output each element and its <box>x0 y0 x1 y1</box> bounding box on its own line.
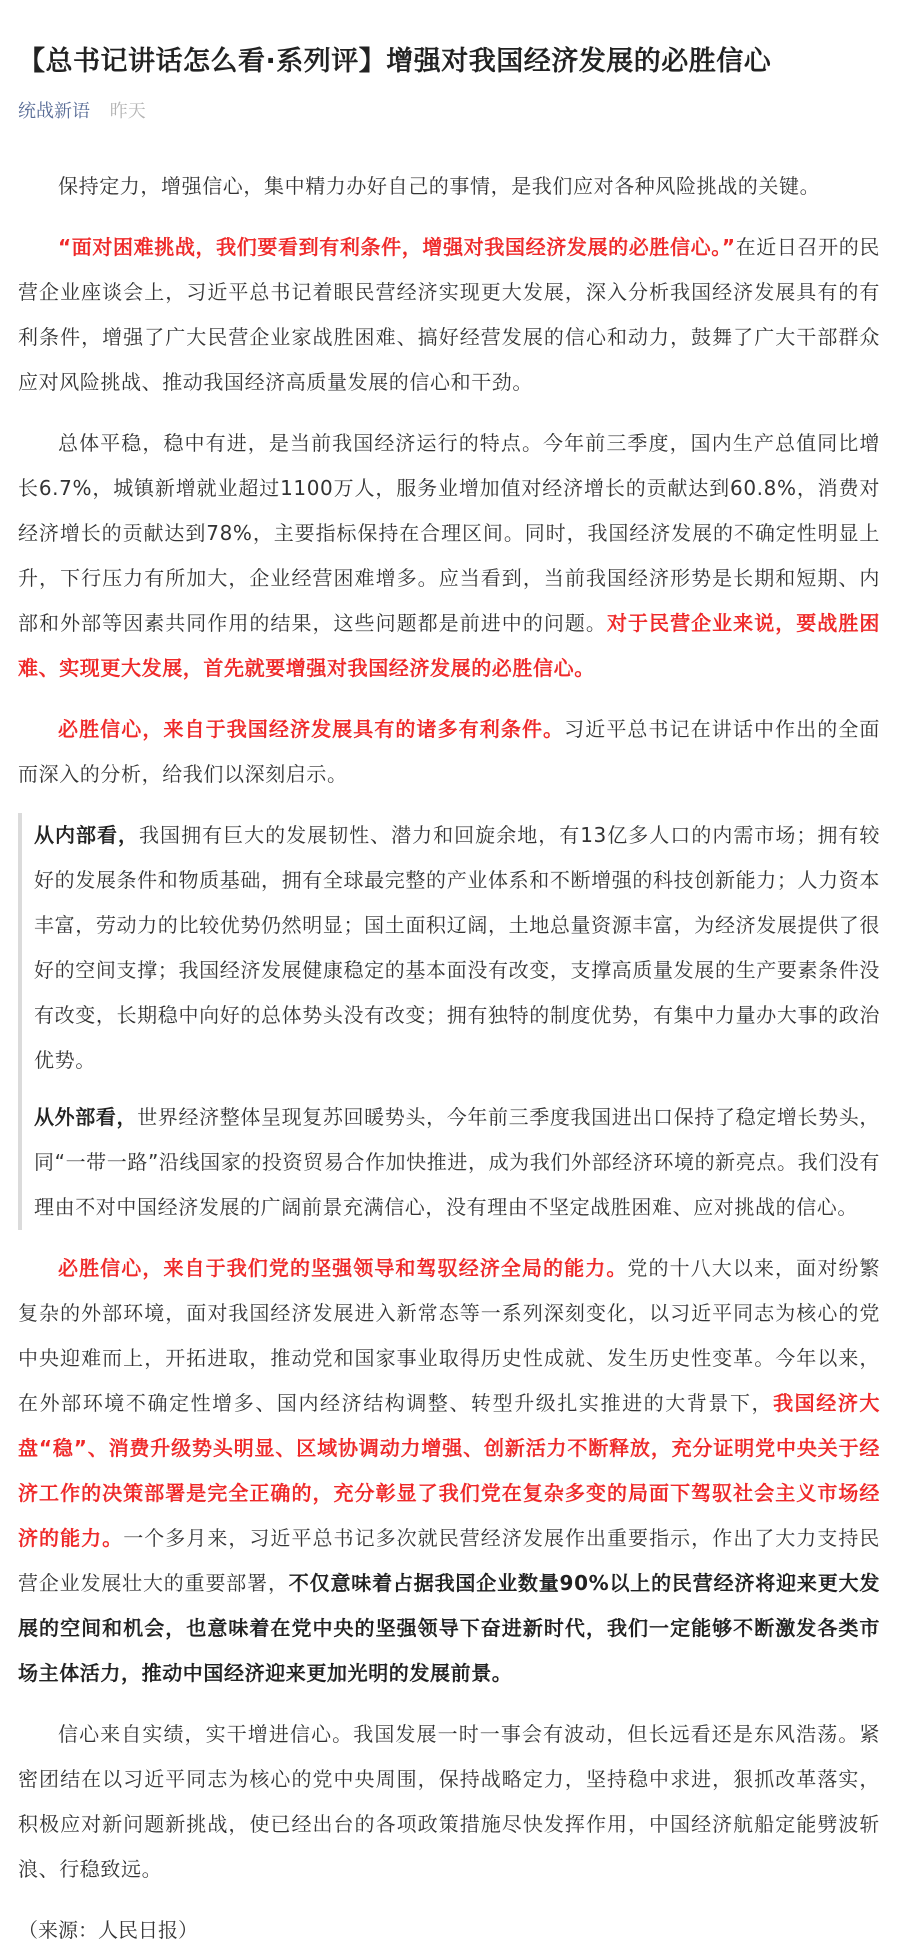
paragraph-5-highlight-2: 我国经济大盘“稳”、消费升级势头明显、区域协调动力增强、创新活力不断释放，充分证明党中央关于经济工作的决策部署是完全正确的，充分彰显了我们党在复杂多变的局面下驾驭社会主义市场经济的能力。 <box>18 1391 881 1550</box>
paragraph-5-bold: 不仅意味着占据我国企业数量90%以上的民营经济将迎来更大发展的空间和机会，也意味着在党中央的坚强领导下奋进新时代，我们一定能够不断激发各类市场主体活力，推动中国经济迎来更加光明的发展前景。 <box>18 1571 880 1685</box>
article-source: （来源：人民日报） <box>18 1918 198 1942</box>
paragraph-4-text: 习近平总书记在讲话中作出的全面而深入的分析，给我们以深刻启示。 <box>18 717 881 786</box>
article-meta <box>18 100 880 124</box>
paragraph-5-text-2: 一个多月来，习近平总书记多次就民营经济发展作出重要指示，作出了大力支持民营企业发展壮大的重要部署， <box>18 1526 881 1595</box>
account-name-link[interactable]: 统战新语 <box>18 101 90 122</box>
paragraph-5-highlight-1: 必胜信心，来自于我们党的坚强领导和驾驭经济全局的能力。 <box>58 1256 628 1280</box>
paragraph-5 <box>18 1246 880 1696</box>
paragraph-3-highlight: 对于民营企业来说，要战胜困难、实现更大发展，首先就要增强对我国经济发展的必胜信心。 <box>18 611 880 680</box>
blockquote <box>18 813 880 1230</box>
paragraph-1: 保持定力，增强信心，集中精力办好自己的事情，是我们应对各种风险挑战的关键。 <box>58 174 821 198</box>
quote-internal-text: 我国拥有巨大的发展韧性、潜力和回旋余地，有13亿多人口的内需市场；拥有较好的发展条件和物质基础，拥有全球最完整的产业体系和不断增强的科技创新能力；人力资本丰富，劳动力的比较优势仍然明显；国土面积辽阔，土地总量资源丰富，为经济发展提供了很好的空间支撑；我国经济发展健康稳定的基本面没有改变，支撑高质量发展的生产要素条件没有改变，长期稳中向好的总体势头没有改变；拥有独特的制度优势，有集中力量办大事的政治优势。 <box>34 823 880 1072</box>
quote-external-text: 世界经济整体呈现复苏回暖势头，今年前三季度我国进出口保持了稳定增长势头，同“一带一路”沿线国家的投资贸易合作加快推进，成为我们外部经济环境的新亮点。我们没有理由不对中国经济发展的广阔前景充满信心，没有理由不坚定战胜困难、应对挑战的信心。 <box>34 1105 881 1219</box>
paragraph-3 <box>18 421 880 691</box>
paragraph-4-highlight: 必胜信心，来自于我国经济发展具有的诸多有利条件。 <box>58 717 565 741</box>
highlight-quote: “面对困难挑战，我们要看到有利条件，增强对我国经济发展的必胜信心。” <box>58 235 736 259</box>
paragraph-5-text-1: 党的十八大以来，面对纷繁复杂的外部环境，面对我国经济发展进入新常态等一系列深刻变化，以习近平同志为核心的党中央迎难而上，开拓进取，推动党和国家事业取得历史性成就、发生历史性变革。今年以来，在外部环境不确定性增多、国内经济结构调整、转型升级扎实推进的大背景下， <box>18 1256 881 1415</box>
quote-external <box>34 1095 880 1230</box>
quote-internal-lead: 从内部看， <box>34 823 140 847</box>
quote-internal <box>34 813 880 1083</box>
paragraph-2-text: 在近日召开的民营企业座谈会上，习近平总书记着眼民营经济实现更大发展，深入分析我国经济发展具有的有利条件，增强了广大民营企业家战胜困难、搞好经营发展的信心和动力，鼓舞了广大干部群众应对风险挑战、推动我国经济高质量发展的信心和干劲。 <box>18 235 880 394</box>
quote-external-lead: 从外部看， <box>34 1105 138 1129</box>
publish-time: 昨天 <box>109 101 146 122</box>
paragraph-3-text: 总体平稳，稳中有进，是当前我国经济运行的特点。今年前三季度，国内生产总值同比增长6.7%，城镇新增就业超过1100万人，服务业增加值对经济增长的贡献达到60.8%，消费对经济增长的贡献达到78%，主要指标保持在合理区间。同时，我国经济发展的不确定性明显上升，下行压力有所加大，企业经营困难增多。应当看到，当前我国经济形势是长期和短期、内部和外部等因素共同作用的结果，这些问题都是前进中的问题。 <box>18 431 880 635</box>
paragraph-2 <box>18 225 880 405</box>
paragraph-6: 信心来自实绩，实干增进信心。我国发展一时一事会有波动，但长远看还是东风浩荡。紧密团结在以习近平同志为核心的党中央周围，保持战略定力，坚持稳中求进，狠抓改革落实，积极应对新问题新挑战，使已经出台的各项政策措施尽快发挥作用，中国经济航船定能劈波斩浪、行稳致远。 <box>18 1722 880 1881</box>
article-title: 【总书记讲话怎么看·系列评】增强对我国经济发展的必胜信心 <box>18 46 772 77</box>
paragraph-4 <box>18 707 880 797</box>
